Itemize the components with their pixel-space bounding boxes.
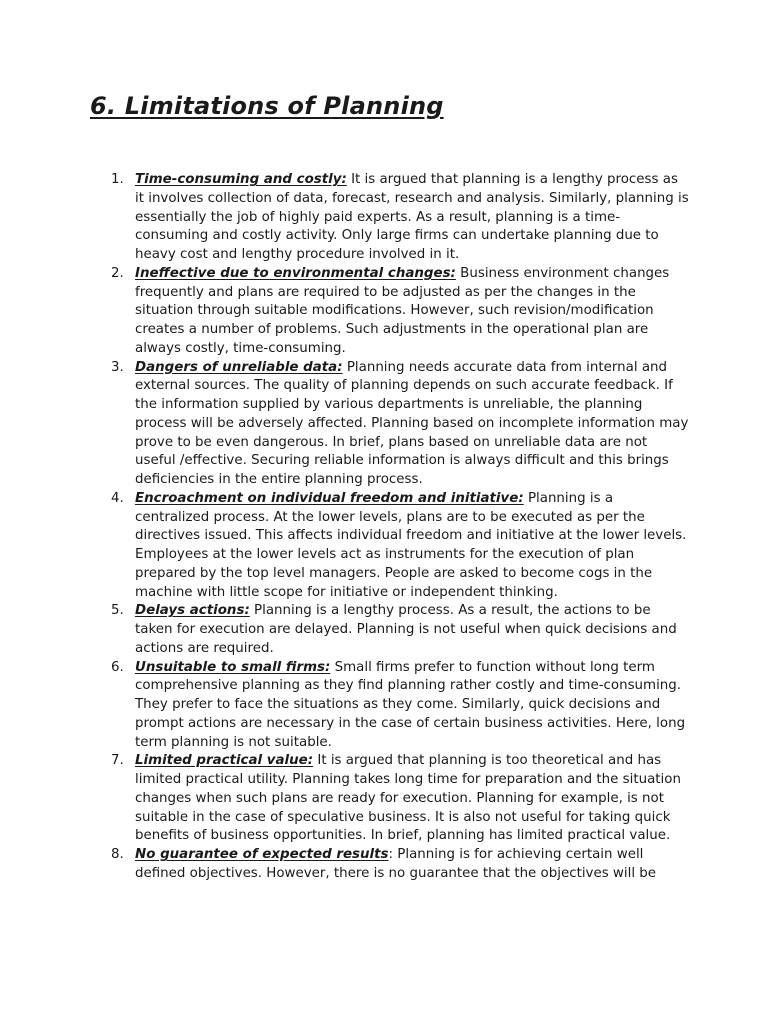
item-text: : Planning is for achieving certain well defined objectives. However, there is no guarantee that the objectives will be [135,847,657,881]
item-heading: Time-consuming and costly: [135,172,347,187]
page-title: 6. Limitations of Planning [90,92,444,120]
item-number: 8. [111,847,124,862]
list-item [97,359,689,490]
item-number: 6. [111,659,124,675]
item-number: 1. [111,172,124,187]
list-item [97,659,689,753]
item-number: 7. [111,753,124,769]
item-text: Planning is a lengthy process. As a result, the actions to be taken for execution are delayed. Planning is not useful when quick decisions and actions are required. [135,603,677,656]
list-item [97,752,689,846]
list-item [97,171,689,265]
item-text: Planning needs accurate data from internal and external sources. The quality of planning depends on such accurate feedback. If the information supplied by various departments is unreliable, the planning process will be adversely affected. Planning based on incomplete information may prove to be even dangerous. In brief, plans based on unreliable data are not useful /effective. Securing reliable information is always difficult and this brings deficiencies in the entire planning process. [135,359,689,487]
item-heading: Ineffective due to environmental changes: [135,265,456,281]
limitations-list [97,171,689,884]
list-item [97,846,689,884]
item-text: It is argued that planning is too theoretical and has limited practical utility. Planning takes long time for preparation and the situation changes when such plans are ready for execution. Planning for example, is not suitable in the case of speculative business. It is also not useful for taking quick benefits of business opportunities. In brief, planning has limited practical value. [135,753,681,844]
item-text: Business environment changes frequently and plans are required to be adjusted as per the changes in the situation through suitable modifications. However, such revision/modification creates a number of problems. Such adjustments in the operational plan are always costly, time-consuming. [135,265,670,356]
item-number: 3. [111,359,124,375]
item-heading: Limited practical value: [135,753,314,769]
item-number: 2. [111,265,124,281]
item-heading: Unsuitable to small firms: [135,659,331,675]
item-text: It is argued that planning is a lengthy process as it involves collection of data, forecast, research and analysis. Similarly, planning is essentially the job of highly paid experts. As a result, planning is a time-consuming and costly activity. Only large firms can undertake planning due to heavy cost and lengthy procedure involved in it. [135,172,689,262]
item-heading: No guarantee of expected results [135,847,389,862]
list-item [97,602,689,658]
item-text: Small firms prefer to function without long term comprehensive planning as they find planning rather costly and time-consuming. They prefer to face the situations as they come. Similarly, quick decisions and prompt actions are necessary in the case of certain business activities. Here, long term planning is not suitable. [135,659,686,750]
item-number: 4. [111,490,124,506]
item-heading: Delays actions: [135,603,250,619]
item-heading: Encroachment on individual freedom and initiative: [135,490,524,506]
item-number: 5. [111,603,124,619]
list-item [97,490,689,603]
item-text: Planning is a centralized process. At the lower levels, plans are to be executed as per the directives issued. This affects individual freedom and initiative at the lower levels. Employees at the lower levels act as instruments for the execution of plan prepared by the top level managers. People are asked to become cogs in the machine with little scope for initiative or independent thinking. [135,490,687,600]
list-item [97,265,689,359]
item-heading: Dangers of unreliable data: [135,359,343,375]
